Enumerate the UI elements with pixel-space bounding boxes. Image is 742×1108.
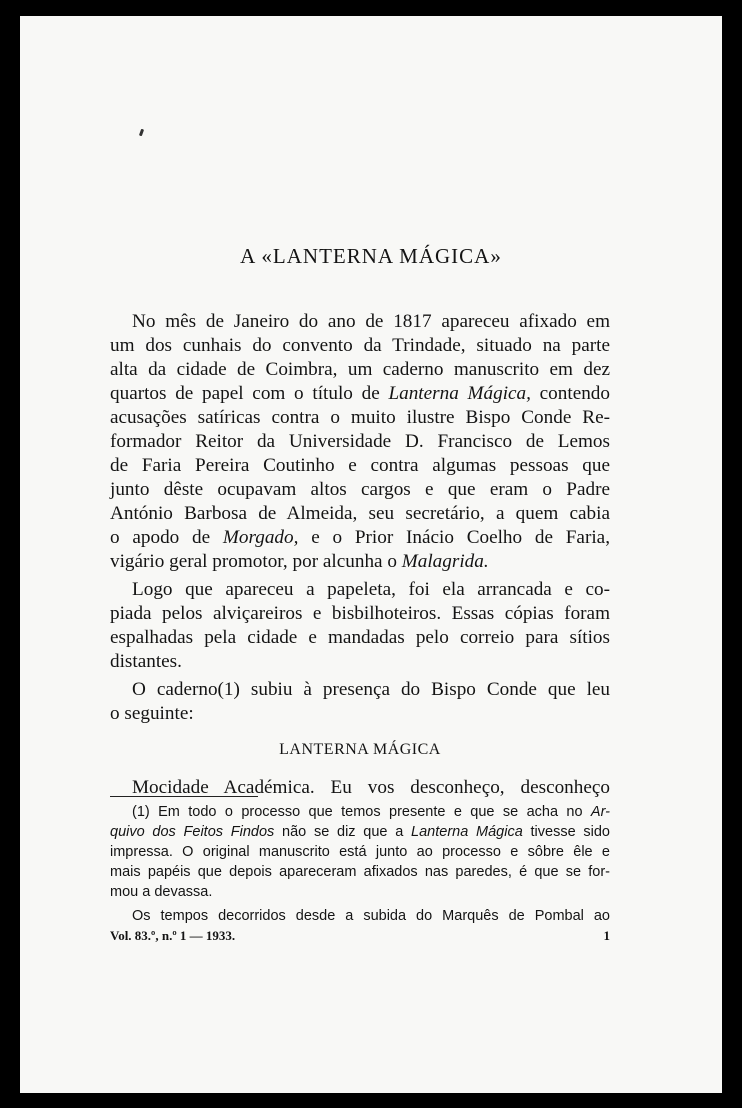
footnote-line: impressa. O original manuscrito está junto ao processo e sôbre êle e xyxy=(110,844,610,860)
volume-signature xyxy=(110,928,610,944)
text-line: alta da cidade de Coimbra, um caderno manuscrito em dez xyxy=(110,359,610,380)
signature-text: Vol. 83.º, n.º 1 — 1933. xyxy=(110,928,236,943)
text-line: o seguinte: xyxy=(110,703,194,724)
footnote-line: mais papéis que depois apareceram afixados nas paredes, é que se for- xyxy=(110,864,610,880)
text-line: O caderno(1) subiu à presença do Bispo Conde que leu xyxy=(132,679,611,700)
footnote-line: (1) Em todo o processo que temos presente e que se acha no Ar- xyxy=(132,804,610,820)
text-line: Logo que apareceu a papeleta, foi ela arrancada e co- xyxy=(132,579,610,600)
text-line: junto dêste ocupavam altos cargos e que eram o Padre xyxy=(110,479,610,500)
text-line: António Barbosa de Almeida, seu secretário, a quem cabia xyxy=(110,503,610,524)
text-line: o apodo de Morgado, e o Prior Inácio Coelho de Faria, xyxy=(110,527,610,548)
footnote-rule xyxy=(110,796,258,797)
text-line: No mês de Janeiro do ano de 1817 apareceu afixado em xyxy=(132,311,610,332)
footnote-line: mou a devassa. xyxy=(110,884,213,900)
article-title: A «LANTERNA MÁGICA» xyxy=(240,244,502,268)
text-line: de Faria Pereira Coutinho e contra algumas pessoas que xyxy=(110,455,610,476)
page-number: 1 xyxy=(603,928,610,943)
text-line: distantes. xyxy=(110,651,182,672)
text-line: um dos cunhais do convento da Trindade, situado na parte xyxy=(110,335,610,356)
section-subtitle: LANTERNA MÁGICA xyxy=(279,741,441,758)
text-line: piada pelos alviçareiros e bisbilhoteiros. Essas cópias foram xyxy=(110,603,610,624)
text-line: quartos de papel com o título de Lanterna Mágica, contendo xyxy=(110,383,610,404)
footnote-line: Os tempos decorridos desde a subida do Marquês de Pombal ao xyxy=(132,908,610,924)
page xyxy=(20,16,722,1093)
text-line: vigário geral promotor, por alcunha o Malagrida. xyxy=(110,551,489,572)
footnote-ref: (1) xyxy=(217,679,240,700)
text-line: espalhadas pela cidade e mandadas pelo correio para sítios xyxy=(110,627,610,648)
ink-speck xyxy=(139,129,144,137)
footnote-line: quivo dos Feitos Findos não se diz que a Lanterna Mágica tivesse sido xyxy=(110,824,610,840)
text-line: formador Reitor da Universidade D. Francisco de Lemos xyxy=(110,431,610,452)
text-line: acusações satíricas contra o muito ilustre Bispo Conde Re- xyxy=(110,407,610,428)
text-line: Mocidade Académica. Eu vos desconheço, desconheço xyxy=(132,777,610,798)
